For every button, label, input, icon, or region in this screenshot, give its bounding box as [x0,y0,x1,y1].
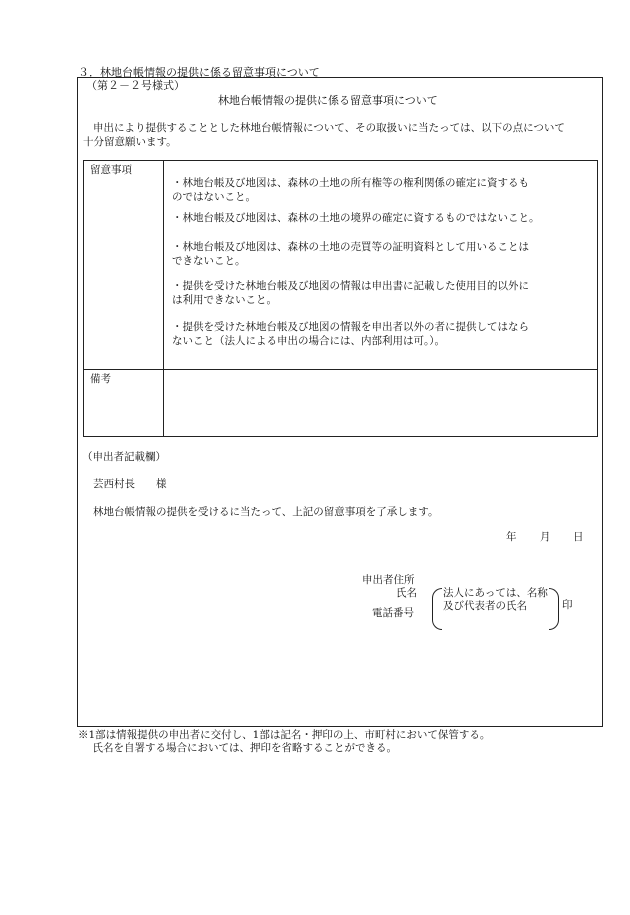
note-item-1-line-2: のではないこと。 [172,191,256,203]
note-item-1-line-1: ・林地台帳及び地図は、森林の土地の所有権等の権利関係の確定に資するも [172,177,529,189]
form-title: 林地台帳情報の提供に係る留意事項について [218,94,438,107]
corp-note-line-1: 法人にあっては、名称 [443,587,548,599]
address-label: 申出者住所 [362,574,415,586]
addressee: 芸西村長 様 [93,478,167,490]
intro-line-1: 申出により提供することとした林地台帳情報について、その取扱いに当たっては、以下の点について [93,122,565,134]
date-year: 年 [506,531,517,543]
acknowledgement-text: 林地台帳情報の提供を受けるに当たって、上記の留意事項を了承します。 [93,506,439,518]
form-number: （第２－２号様式） [86,79,185,92]
note-item-5-line-2: ないこと（法人による申出の場合には、内部利用は可。）。 [172,335,445,347]
notes-header: 留意事項 [90,164,132,176]
phone-label: 電話番号 [372,607,414,619]
name-label: 氏名 [396,587,417,599]
date-day: 日 [573,531,584,543]
intro-line-2: 十分留意願います。 [83,136,177,148]
table-row-divider [84,369,597,370]
note-item-2-line-1: ・林地台帳及び地図は、森林の土地の境界の確定に資するものではないこと。 [172,212,540,224]
note-item-5-line-1: ・提供を受けた林地台帳及び地図の情報を申出者以外の者に提供してはなら [172,321,529,333]
seal-label: 印 [562,599,573,611]
remarks-header: 備考 [90,373,111,385]
footnote-line-1: ※1部は情報提供の申出者に交付し、1部は記名・押印の上、市町村において保管する。 [78,729,491,741]
note-item-3-line-2: できないこと。 [172,255,246,267]
footnote-line-2: 氏名を自署する場合においては、押印を省略することができる。 [82,742,397,754]
applicant-section-label: （申出者記載欄） [82,451,166,463]
section-title: ３．林地台帳情報の提供に係る留意事項について [78,66,320,79]
right-bracket [549,588,559,630]
left-bracket [432,588,442,630]
date-month: 月 [540,531,551,543]
note-item-4-line-1: ・提供を受けた林地台帳及び地図の情報は申出書に記載した使用目的以外に [172,280,529,292]
notes-table [83,160,598,437]
note-item-4-line-2: は利用できないこと。 [172,294,277,306]
corp-note-line-2: 及び代表者の氏名 [443,600,527,612]
note-item-3-line-1: ・林地台帳及び地図は、森林の土地の売買等の証明資料として用いることは [172,241,529,253]
table-column-divider [163,161,164,436]
